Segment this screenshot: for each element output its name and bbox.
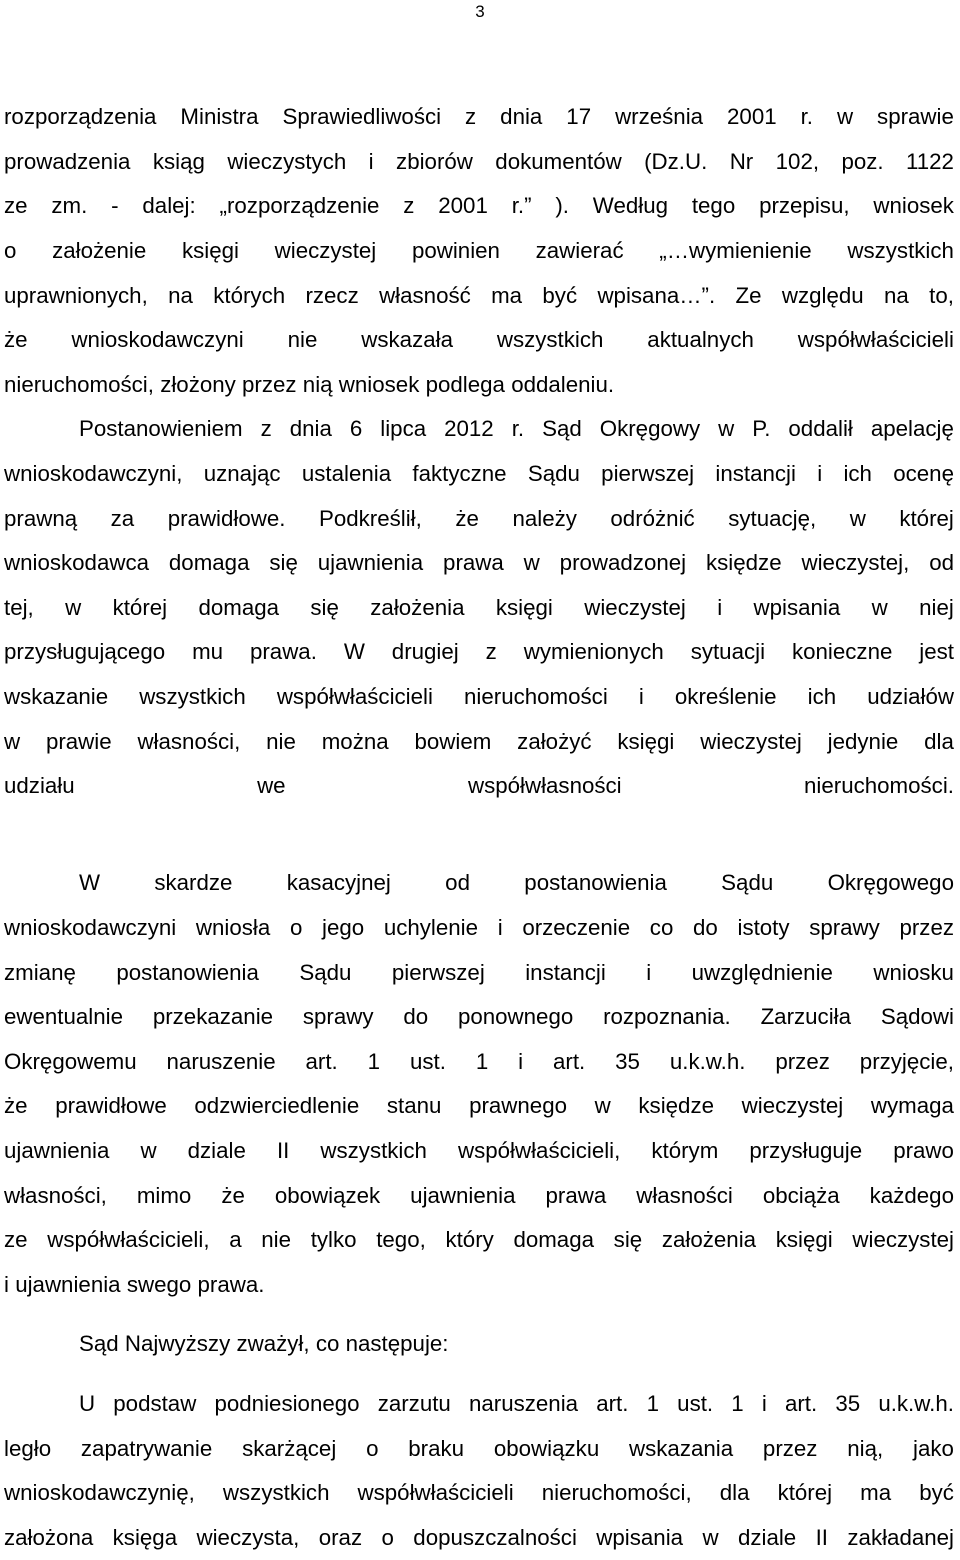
text-line: własności, mimo że obowiązek ujawnienia prawa własności obciąża każdego <box>4 1182 954 1208</box>
section-heading: Sąd Najwyższy zważył, co następuje: <box>79 1331 449 1357</box>
text-line: rozporządzenia Ministra Sprawiedliwości z dnia 17 września 2001 r. w sprawie <box>4 104 954 130</box>
text-line: przysługującego mu prawa. W drugiej z wymienionych sytuacji konieczne jest <box>4 639 954 665</box>
text-line: że wnioskodawczyni nie wskazała wszystkich aktualnych współwłaścicieli <box>4 327 954 353</box>
text-line: ze współwłaścicieli, a nie tylko tego, który domaga się założenia księgi wieczystej <box>4 1227 954 1253</box>
paragraph-3 <box>4 861 954 1307</box>
paragraph-1 <box>4 95 954 407</box>
text-line: prawną za prawidłowe. Podkreślił, że należy odróżnić sytuację, w której <box>4 505 954 531</box>
paragraph-2 <box>4 407 954 853</box>
text-line: tej, w której domaga się założenia księgi wieczystej i wpisania w niej <box>4 594 954 620</box>
text-line: założona księga wieczysta, oraz o dopuszczalności wpisania w dziale II zakładanej <box>4 1524 954 1550</box>
text-line: wnioskodawca domaga się ujawnienia prawa w prowadzonej księdze wieczystej, od <box>4 550 954 576</box>
text-line: o założenie księgi wieczystej powinien zawierać „…wymienienie wszystkich <box>4 238 954 264</box>
text-line: wnioskodawczynię, wszystkich współwłaścicieli nieruchomości, dla której ma być <box>4 1480 954 1506</box>
text-line: prowadzenia ksiąg wieczystych i zbiorów dokumentów (Dz.U. Nr 102, poz. 1122 <box>4 148 954 174</box>
text-line: wskazanie wszystkich współwłaścicieli nieruchomości i określenie ich udziałów <box>4 684 954 710</box>
text-line: nieruchomości, złożony przez nią wniosek podlega oddaleniu. <box>4 371 615 397</box>
document-body <box>4 95 954 1560</box>
text-line: udziału we współwłasności nieruchomości. <box>4 773 954 799</box>
text-line: ze zm. - dalej: „rozporządzenie z 2001 r.” ). Według tego przepisu, wniosek <box>4 193 954 219</box>
page-number: 3 <box>475 2 485 21</box>
text-line: wnioskodawczyni wniosła o jego uchylenie i orzeczenie co do istoty sprawy przez <box>4 914 954 940</box>
text-line: ujawnienia w dziale II wszystkich współwłaścicieli, którym przysługuje prawo <box>4 1137 954 1163</box>
text-line: U podstaw podniesionego zarzutu naruszenia art. 1 ust. 1 i art. 35 u.k.w.h. <box>79 1390 954 1416</box>
text-line: ewentualnie przekazanie sprawy do ponownego rozpoznania. Zarzuciła Sądowi <box>4 1004 954 1030</box>
text-line: Postanowieniem z dnia 6 lipca 2012 r. Sąd Okręgowy w P. oddalił apelację <box>79 416 954 442</box>
text-line: legło zapatrywanie skarżącej o braku obowiązku wskazania przez nią, jako <box>4 1435 954 1461</box>
paragraph-5 <box>4 1382 954 1560</box>
text-line: i ujawnienia swego prawa. <box>4 1271 265 1297</box>
text-line: uprawnionych, na których rzecz własność ma być wpisana…”. Ze względu na to, <box>4 282 954 308</box>
text-line <box>4 809 954 854</box>
text-line: zmianę postanowienia Sądu pierwszej instancji i uwzględnienie wniosku <box>4 959 954 985</box>
text-line: W skardze kasacyjnej od postanowienia Sądu Okręgowego <box>79 870 954 896</box>
paragraph-4 <box>4 1322 954 1367</box>
text-line: że prawidłowe odzwierciedlenie stanu prawnego w księdze wieczystej wymaga <box>4 1093 954 1119</box>
text-line: wnioskodawczyni, uznając ustalenia faktyczne Sądu pierwszej instancji i ich ocenę <box>4 461 954 487</box>
text-line: Okręgowemu naruszenie art. 1 ust. 1 i art. 35 u.k.w.h. przez przyjęcie, <box>4 1048 954 1074</box>
text-line: w prawie własności, nie można bowiem założyć księgi wieczystej jedynie dla <box>4 728 954 754</box>
